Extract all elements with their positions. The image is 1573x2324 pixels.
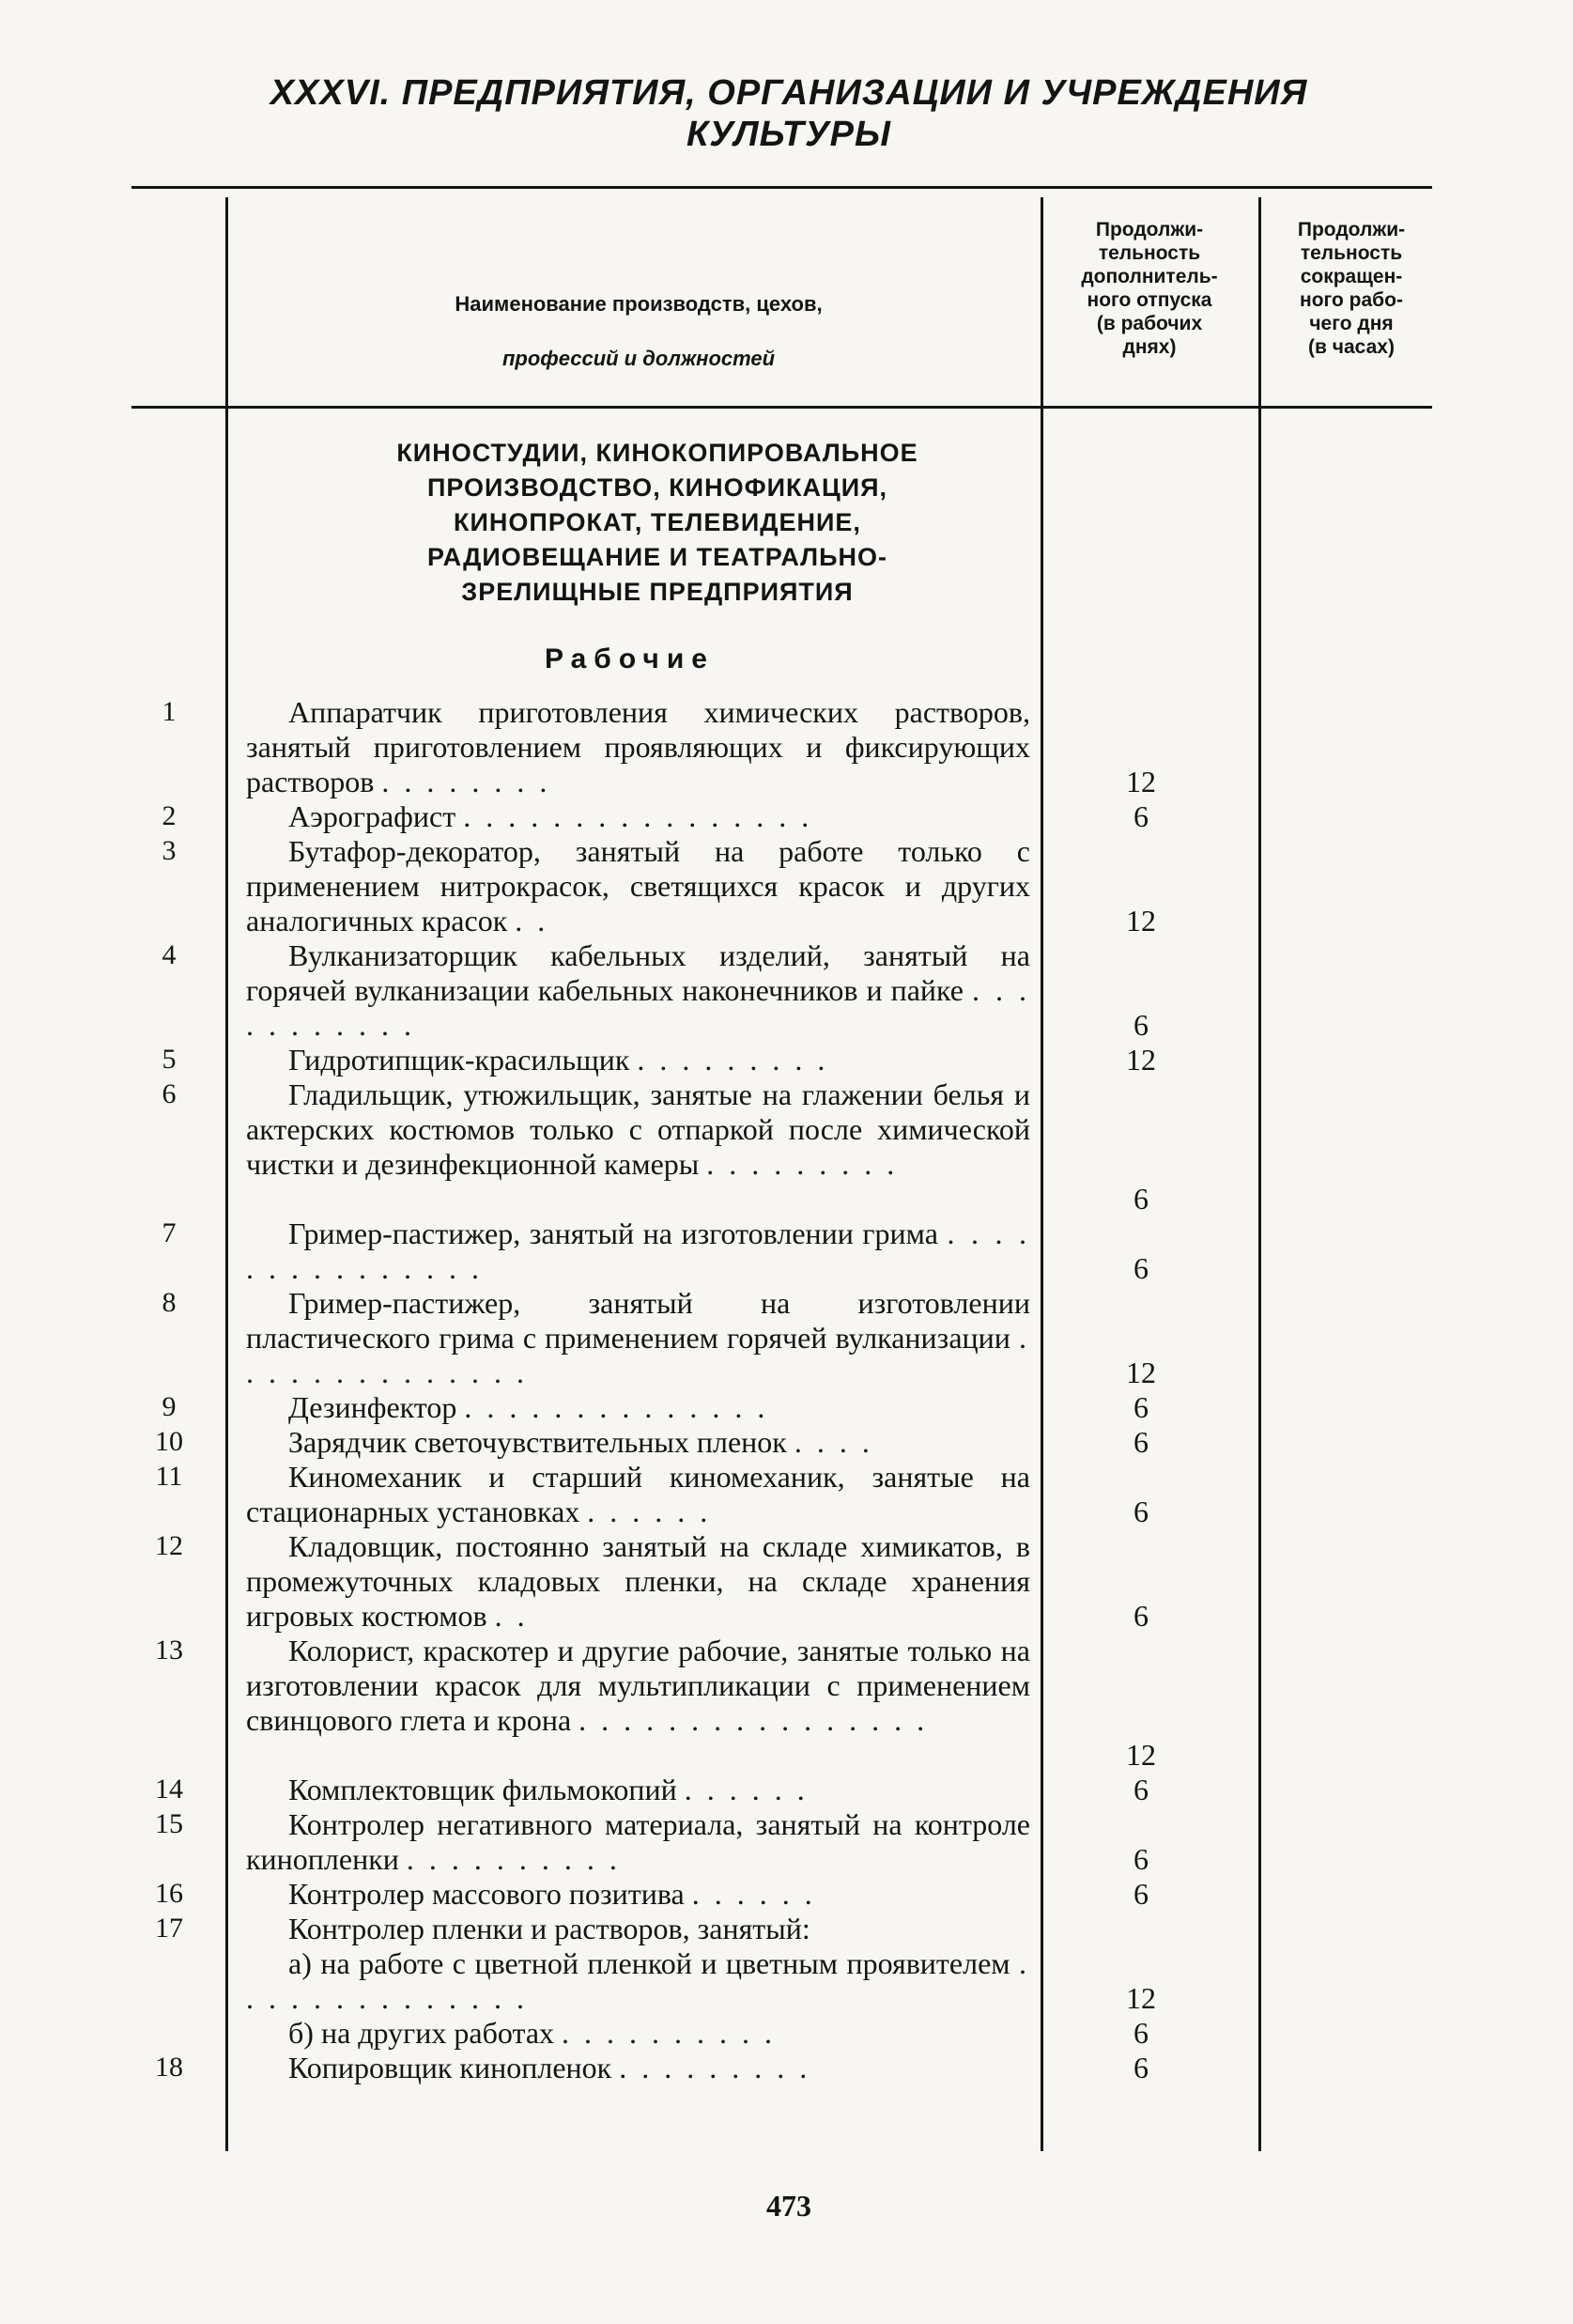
row-description: Киномеханик и старший киномеханик, занятые на стационарных установках . . . . . . bbox=[246, 1460, 1030, 1528]
row-days: 6 bbox=[1133, 1251, 1149, 1285]
row-description: Дезинфектор . . . . . . . . . . . . . . bbox=[288, 1390, 769, 1424]
row-description-text: Колорист, краскотер и другие рабочие, занятые только на изготовлении красок для мультипликации с применением свинцового глета и крона bbox=[246, 1634, 1030, 1737]
row-number: 9 bbox=[162, 1391, 177, 1422]
row-description: Гример-пастижер, занятый на изготовлении грима . . . . . . . . . . . . . . . bbox=[246, 1216, 1031, 1285]
row-number: 2 bbox=[162, 800, 177, 831]
row-description: Гладильщик, утюжильщик, занятые на глажении белья и актерских костюмов только с отпаркой после химической чистки и дезинфекционной камеры . . . . . . . . . bbox=[246, 1077, 1030, 1181]
row-description-text: Бутафор-декоратор, занятый на работе только с применением нитрокрасок, светящихся красок и других аналогичных красок bbox=[246, 834, 1030, 937]
row-days: 6 bbox=[1133, 2051, 1149, 2084]
row-description: Колорист, краскотер и другие рабочие, занятые только на изготовлении красок для мультипликации с применением свинцового глета и крона . . . . . . . . . . . . . . . . bbox=[246, 1634, 1030, 1737]
row-description-text: Гладильщик, утюжильщик, занятые на глажении белья и актерских костюмов только с отпаркой после химической чистки и дезинфекционной камеры bbox=[246, 1077, 1030, 1181]
section-heading: XXXVI. ПРЕДПРИЯТИЯ, ОРГАНИЗАЦИИ И УЧРЕЖДЕНИЯ bbox=[270, 73, 1308, 113]
row-description: Гример-пастижер, занятый на изготовлении пластического грима с применением горячей вулканизации . . . . . . . . . . . . . . bbox=[246, 1286, 1031, 1389]
row-description: Копировщик кинопленок . . . . . . . . . bbox=[288, 2051, 811, 2084]
column-header-name-line2: профессий и должностей bbox=[501, 347, 776, 370]
row-number: 6 bbox=[162, 1078, 177, 1109]
row-days: 6 bbox=[1133, 1773, 1149, 1806]
row-description: Контролер массового позитива . . . . . . bbox=[288, 1877, 816, 1911]
table-top-rule bbox=[131, 186, 1432, 189]
row-description-text: Контролер массового позитива bbox=[288, 1877, 685, 1911]
column-header-name bbox=[235, 263, 1042, 372]
row-days: 6 bbox=[1133, 1599, 1149, 1633]
row-number: 13 bbox=[155, 1635, 183, 1666]
row-description-text: Контролер негативного материала, занятый на контроле кинопленки bbox=[246, 1807, 1030, 1876]
row-number: 18 bbox=[155, 2052, 183, 2083]
header-bottom-rule bbox=[131, 406, 1432, 409]
row-days: 12 bbox=[1126, 1738, 1156, 1772]
row-description-text: Копировщик кинопленок bbox=[288, 2051, 612, 2084]
row-days: 6 bbox=[1133, 1425, 1149, 1459]
row-days: 12 bbox=[1126, 765, 1156, 798]
row-number: 1 bbox=[162, 696, 177, 727]
row-days: 6 bbox=[1133, 2016, 1149, 2050]
row-description: Кладовщик, постоянно занятый на складе химикатов, в промежуточных кладовых пленки, на складе хранения игровых костюмов . . bbox=[246, 1529, 1030, 1633]
row-description-text: Аэрографист bbox=[288, 799, 456, 833]
row-number: 11 bbox=[155, 1461, 183, 1492]
row-description-text: Гример-пастижер, занятый на изготовлении пластического грима с применением горячей вулканизации bbox=[246, 1286, 1030, 1355]
row-number: 10 bbox=[155, 1426, 183, 1457]
row-description-text: Комплектовщик фильмокопий bbox=[288, 1773, 677, 1806]
column-divider-left bbox=[225, 197, 228, 2151]
row-number: 16 bbox=[155, 1878, 183, 1909]
row-description: б) на других работах . . . . . . . . . . bbox=[288, 2016, 777, 2050]
row-number: 7 bbox=[162, 1217, 177, 1248]
row-days: 6 bbox=[1133, 1182, 1149, 1216]
row-description-text: Контролер пленки и растворов, занятый: bbox=[288, 1912, 810, 1945]
row-description: Гидротипщик-красильщик . . . . . . . . . bbox=[288, 1043, 829, 1077]
row-description: Контролер негативного материала, занятый на контроле кинопленки . . . . . . . . . . bbox=[246, 1807, 1030, 1876]
row-days: 12 bbox=[1126, 904, 1156, 937]
section-heading-continued: КУЛЬТУРЫ bbox=[686, 115, 892, 154]
row-number: 15 bbox=[155, 1808, 183, 1839]
row-number: 3 bbox=[162, 835, 177, 866]
row-description-text: Зарядчик светочувствительных пленок bbox=[288, 1425, 787, 1459]
industry-section-title: КИНОСТУДИИ, КИНОКОПИРОВАЛЬНОЕ ПРОИЗВОДСТВО, КИНОФИКАЦИЯ, КИНОПРОКАТ, ТЕЛЕВИДЕНИЕ, РАДИОВЕЩАНИЕ И ТЕАТРАЛЬНО- ЗРЕЛИЩНЫЕ ПРЕДПРИЯТИЯ bbox=[396, 439, 918, 606]
row-days: 6 bbox=[1133, 1008, 1149, 1042]
row-description: Бутафор-декоратор, занятый на работе только с применением нитрокрасок, светящихся красок и других аналогичных красок . . bbox=[246, 834, 1030, 937]
row-description: Аппаратчик приготовления химических растворов, занятый приготовлением проявляющих и фиксирующих растворов . . . . . . . . bbox=[246, 695, 1030, 798]
column-divider-middle bbox=[1041, 197, 1043, 2151]
row-number: 14 bbox=[155, 1774, 183, 1805]
row-description-text: б) на других работах bbox=[288, 2016, 555, 2050]
subsection-title: Рабочие bbox=[545, 643, 715, 674]
row-days: 12 bbox=[1126, 1356, 1156, 1389]
row-days: 6 bbox=[1133, 1842, 1149, 1876]
row-number: 4 bbox=[162, 939, 177, 970]
row-number: 8 bbox=[162, 1287, 177, 1318]
row-days: 6 bbox=[1133, 1390, 1149, 1424]
row-days: 12 bbox=[1126, 1981, 1156, 2015]
row-description-text: Гример-пастижер, занятый на изготовлении грима bbox=[288, 1216, 938, 1250]
row-description: Вулканизаторщик кабельных изделий, занятый на горячей вулканизации кабельных наконечников и пайке . . . . . . . . . . . bbox=[246, 938, 1031, 1042]
row-description: Комплектовщик фильмокопий . . . . . . bbox=[288, 1773, 809, 1806]
column-divider-right bbox=[1258, 197, 1261, 2151]
row-description: Зарядчик светочувствительных пленок . . . . bbox=[288, 1425, 873, 1459]
row-description-text: Гидротипщик-красильщик bbox=[288, 1043, 630, 1077]
row-number: 12 bbox=[155, 1530, 183, 1561]
row-number: 5 bbox=[162, 1044, 177, 1075]
column-header-workday: Продолжи- тельность сокращен- ного рабо- чего дня (в часах) bbox=[1297, 219, 1406, 358]
column-header-name-line1: Наименование производств, цехов, bbox=[455, 292, 823, 316]
page-number: 473 bbox=[766, 2189, 811, 2223]
row-days: 12 bbox=[1126, 1043, 1156, 1077]
row-description bbox=[246, 1912, 1030, 1946]
row-description-text: Вулканизаторщик кабельных изделий, занятый на горячей вулканизации кабельных наконечников и пайке bbox=[246, 938, 1030, 1007]
row-days: 6 bbox=[1133, 1877, 1149, 1911]
row-description-text: Киномеханик и старший киномеханик, занятые на стационарных установках bbox=[246, 1460, 1030, 1528]
row-description-text: а) на работе с цветной пленкой и цветным проявителем bbox=[288, 1946, 1010, 1980]
row-description: а) на работе с цветной пленкой и цветным проявителем . . . . . . . . . . . . . . bbox=[246, 1946, 1031, 2015]
row-days: 6 bbox=[1133, 799, 1149, 833]
row-description-text: Кладовщик, постоянно занятый на складе химикатов, в промежуточных кладовых пленки, на складе хранения игровых костюмов bbox=[246, 1529, 1030, 1633]
row-description-text: Дезинфектор bbox=[288, 1390, 457, 1424]
row-days: 6 bbox=[1133, 1495, 1149, 1528]
row-number: 17 bbox=[155, 1913, 183, 1944]
column-header-vacation: Продолжи- тельность дополнитель- ного отпуска (в рабочих днях) bbox=[1081, 219, 1218, 358]
row-description-text: Аппаратчик приготовления химических растворов, занятый приготовлением проявляющих и фиксирующих растворов bbox=[246, 695, 1030, 798]
row-description: Аэрографист . . . . . . . . . . . . . . . . bbox=[288, 799, 813, 833]
